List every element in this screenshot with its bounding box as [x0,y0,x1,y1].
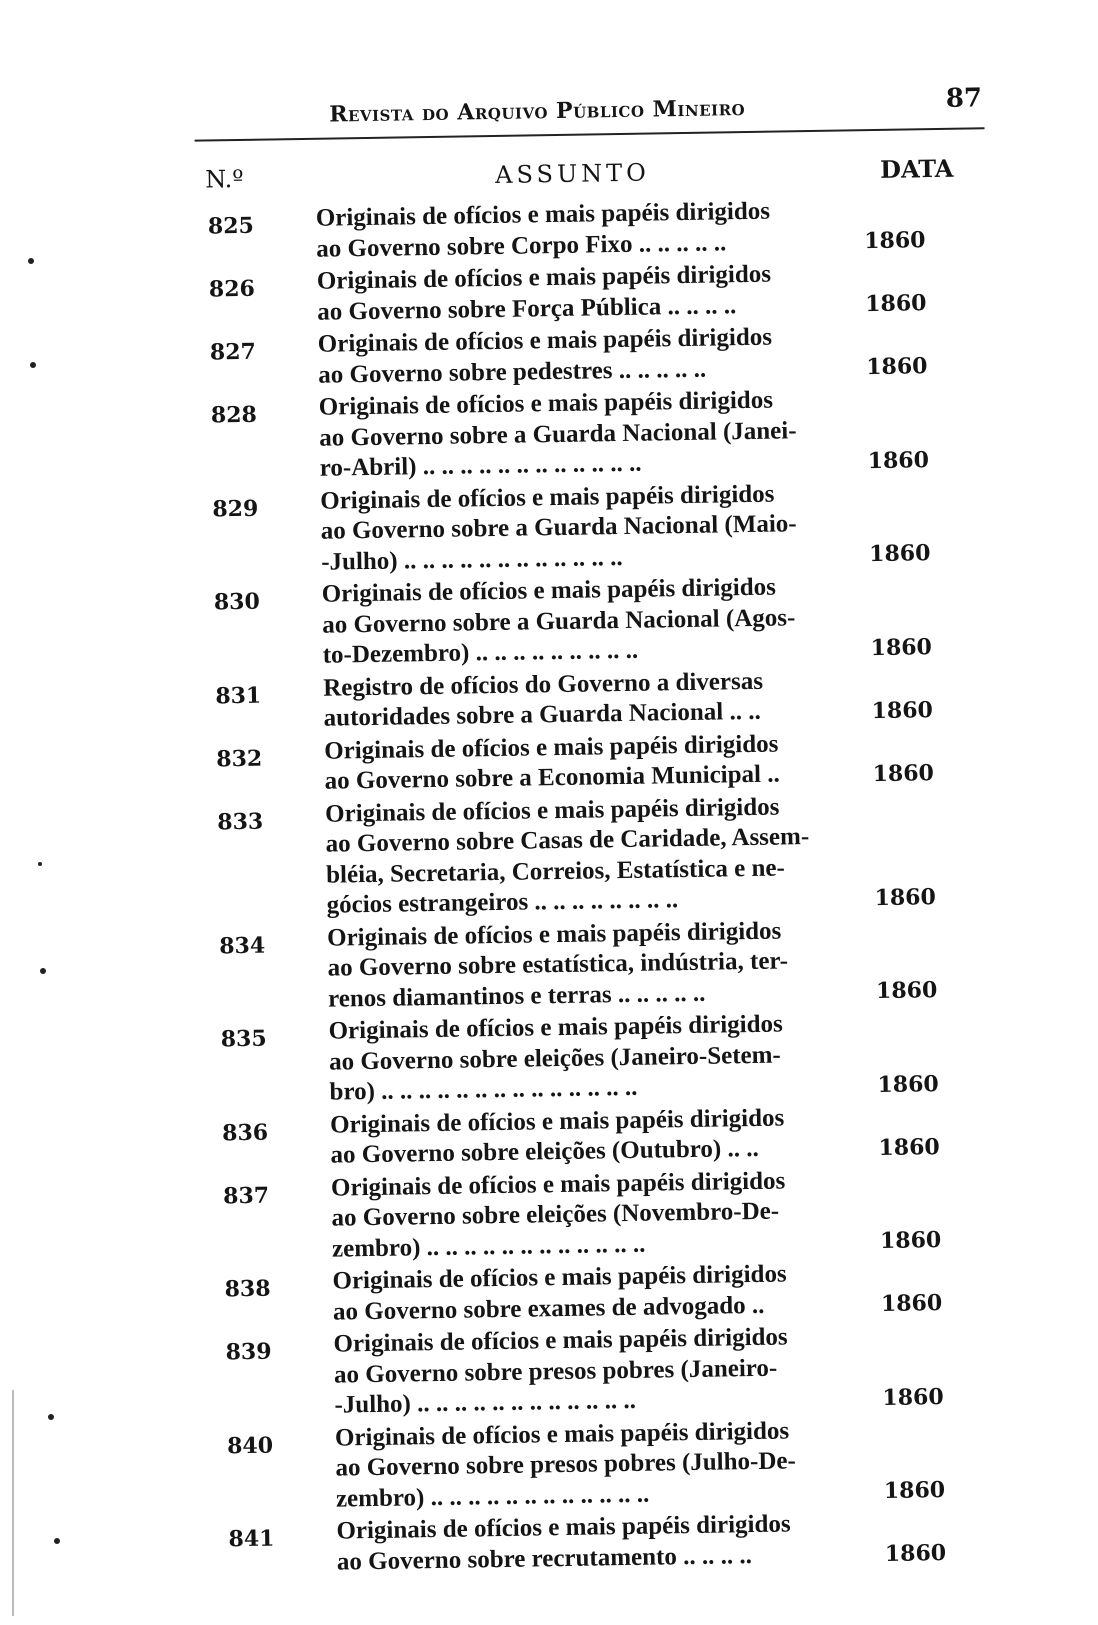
entry-subject [318,322,834,391]
entry-number: 832 [216,745,263,772]
entry-subject-line: ao Governo sobre a Guarda Nacional (Janei- [319,416,797,452]
entry-number: 839 [225,1338,272,1366]
entry-year: 1860 [874,883,937,911]
entry-subject [322,572,838,672]
entry-year: 1860 [883,1477,946,1504]
catalog-entry [197,256,978,329]
entry-subject-line: zembro) .. .. .. .. .. .. .. .. .. .. .. .. [331,1230,646,1263]
entry-subject-line: ao Governo sobre exames de advogado .. [332,1291,765,1326]
entry-subject [317,259,833,328]
entry-subject-line: Originais de ofícios e mais papéis dirigidos [336,1510,791,1545]
entry-subject-line: Originais de ofícios e mais papéis dirigidos [323,730,779,765]
entry-subject-line: Originais de ofícios e mais papéis dirigidos [332,1260,787,1295]
entry-subject-line: Registro de ofícios do Governo a diversas [322,667,764,702]
catalog-entry [213,1319,994,1423]
catalog-entry [200,476,981,580]
entry-subject-line: Originais de ofícios e mais papéis dirigidos [317,323,773,358]
scan-speck [40,968,46,974]
scan-speck [30,362,36,368]
entry-year: 1860 [870,633,933,661]
entry-number: 834 [219,932,266,959]
entry-subject-line: ao Governo sobre presos pobres (Janeiro- [333,1354,778,1389]
entry-subject-line: Originais de ofícios e mais papéis dirigidos [328,1010,783,1045]
entry-subject-line: ao Governo sobre eleições (Outubro) .. .. [330,1134,759,1169]
entry-subject-line: ao Governo sobre estatística, indústria, ter- [327,947,789,982]
catalog-entry [208,1006,989,1110]
column-header-number: N.º [204,164,244,194]
entry-number: 825 [207,212,255,240]
entry-subject-line: ao Governo sobre eleições (Janeiro-Setem- [328,1041,781,1076]
entry-subject-line: gócios estrangeiros .. .. .. .. .. .. .. .. [326,886,679,919]
entry-subject-line: ao Governo sobre pedestres .. .. .. .. .. [318,355,707,389]
catalog-entry [203,663,984,736]
scan-speck [38,862,42,866]
entry-subject-line: Originais de ofícios e mais papéis dirigidos [326,917,782,952]
catalog-entry [198,319,979,392]
entry-subject [328,1009,844,1109]
running-header [194,81,985,141]
entry-year: 1860 [866,353,928,381]
entry-subject [327,915,843,1015]
column-header-date: DATA [879,153,954,184]
entry-number: 830 [213,588,260,616]
scan-speck [48,1414,54,1420]
entry-subject [323,665,839,734]
entry-subject-line: ao Governo sobre Força Pública .. .. .. .. [317,291,737,326]
catalog-entry [215,1413,996,1517]
entry-subject [319,385,835,485]
entry-subject [330,1102,846,1171]
entry-subject-line: zembro) .. .. .. .. .. .. .. .. .. .. .. .. [335,1480,650,1513]
entry-subject-line: bro) .. .. .. .. .. .. .. .. .. .. .. .. .. .. [329,1073,638,1106]
catalog-entry [202,569,983,673]
journal-title: Revista do Arquivo Público Mineiro [329,95,746,128]
catalog-entry [196,193,977,266]
entry-subject-line: Originais de ofícios e mais papéis dirigidos [334,1416,790,1452]
entry-subject-line: Originais de ofícios e mais papéis dirigidos [320,480,775,515]
entry-subject-line: -Julho) .. .. .. .. .. .. .. .. .. .. .. .. [321,543,623,576]
catalog-entry [207,913,988,1017]
entry-number: 826 [208,275,256,303]
entry-year: 1860 [884,1540,947,1567]
entry-subject-line: Originais de ofícios e mais papéis dirigidos [333,1323,788,1358]
entry-year: 1860 [880,1290,943,1318]
entry-subject-line: Originais de ofícios e mais papéis dirigidos [324,793,780,828]
entry-year: 1860 [877,1070,939,1098]
page-edge-shadow [12,1390,14,1616]
catalog-entry [212,1256,993,1329]
entry-subject-line: -Julho) .. .. .. .. .. .. .. .. .. .. .. .. [334,1386,637,1419]
entry-number: 831 [215,682,262,709]
entry-subject-line: ao Governo sobre presos pobres (Julho-De- [335,1447,797,1482]
entry-year: 1860 [864,227,926,255]
scan-speck [54,1538,60,1544]
entry-number: 840 [226,1432,274,1459]
entry-year: 1860 [871,696,934,724]
entry-year: 1860 [875,977,938,1005]
entry-subject [320,478,836,578]
entry-subject-line: Originais de ofícios e mais papéis dirigidos [316,260,772,295]
entry-subject-line: Originais de ofícios e mais papéis dirigidos [330,1167,786,1202]
catalog-entry [216,1506,997,1579]
entry-subject-line: ao Governo sobre recrutamento .. .. .. .. [336,1541,753,1576]
entry-subject [335,1415,851,1515]
entry-year: 1860 [882,1383,944,1411]
entry-subject-line: Originais de ofícios e mais papéis dirigidos [321,573,777,608]
entry-year: 1860 [872,759,935,787]
entry-subject-line: Originais de ofícios e mais papéis dirigidos [318,386,774,421]
entry-subject [324,728,840,797]
entry-subject-line: ao Governo sobre eleições (Novembro-De- [331,1197,780,1232]
entry-subject-line: ro-Abril) .. .. .. .. .. .. .. .. .. .. .. .. [319,449,642,482]
entry-subject-line: to-Dezembro) .. .. .. .. .. .. .. .. .. [322,636,639,669]
entry-subject-line: bléia, Secretaria, Correios, Estatística e ne- [325,853,785,889]
entry-number: 836 [221,1119,269,1146]
entry-subject [332,1259,848,1328]
entry-subject-line: Originais de ofícios e mais papéis dirigidos [329,1104,785,1139]
catalog-entry [199,382,980,486]
entry-year: 1860 [868,540,931,568]
entry-number: 827 [209,338,257,366]
entry-number: 833 [217,808,264,835]
entry-subject-line: ao Governo sobre Corpo Fixo .. .. .. .. .. [316,228,727,263]
entry-number: 841 [228,1525,275,1553]
entry-number: 829 [212,495,259,522]
entry-subject-line: Originais de ofícios e mais papéis dirigidos [315,197,771,232]
entry-subject [325,791,842,921]
entry-number: 835 [220,1025,267,1053]
catalog-entry [210,1100,991,1173]
entry-number: 838 [224,1275,271,1303]
entry-number: 837 [222,1182,270,1209]
page-number: 87 [945,83,983,114]
scan-speck [28,258,34,264]
entry-subject [333,1322,849,1422]
entry-subject [316,196,832,265]
entry-subject-line: autoridades sobre a Guarda Nacional .. .. [323,697,761,732]
catalog-entries [196,193,998,1581]
entry-number: 828 [210,401,258,429]
catalog-entry [205,789,987,923]
entry-year: 1860 [879,1227,942,1255]
entry-subject-line: ao Governo sobre a Economia Municipal .. [324,760,780,795]
entry-subject-line: ao Governo sobre a Guarda Nacional (Maio- [320,510,797,545]
entry-subject [331,1165,847,1265]
entry-subject-line: renos diamantinos e terras .. .. .. .. .. [327,979,706,1013]
entry-year: 1860 [867,446,930,474]
catalog-entry [211,1163,992,1267]
column-header-subject: ASSUNTO [494,158,651,189]
entry-year: 1860 [878,1133,940,1161]
entry-year: 1860 [865,290,927,318]
entry-subject [336,1509,852,1578]
catalog-entry [204,726,985,799]
entry-subject-line: ao Governo sobre a Guarda Nacional (Agos- [322,603,796,639]
entry-subject-line: ao Governo sobre Casas de Caridade, Assem- [325,823,810,858]
